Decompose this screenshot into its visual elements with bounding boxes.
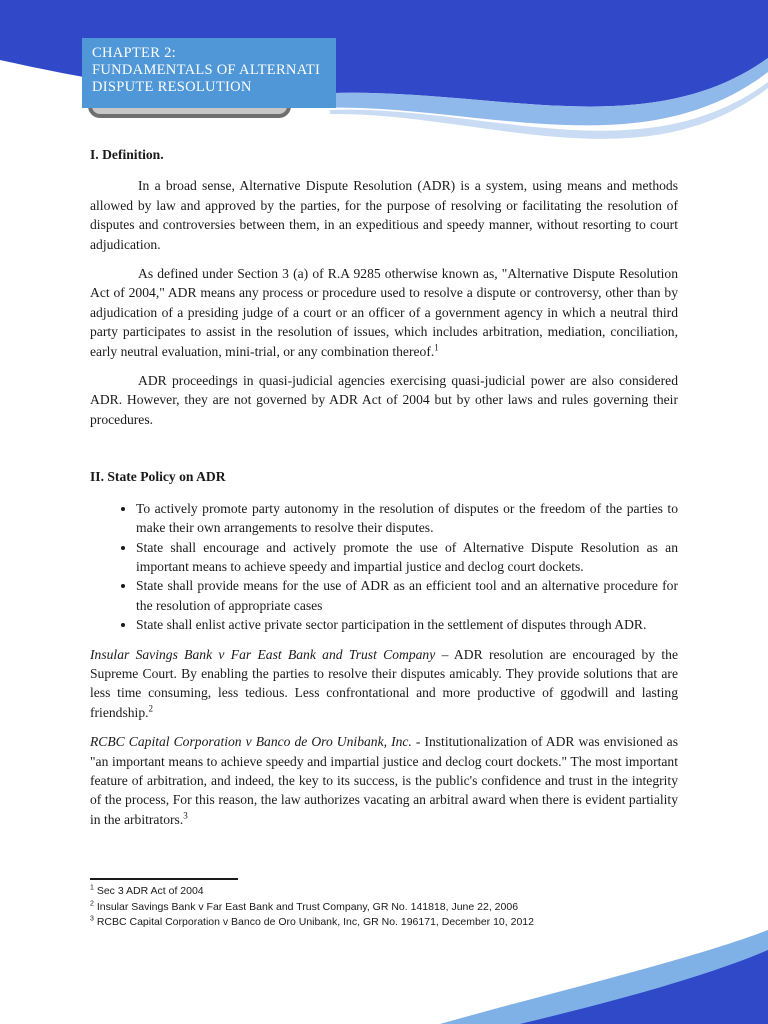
case-text-rcbc: - Institutionalization of ADR was envisioned as "an important means to achieve speedy and impartial justice and declog court dockets." The most important feature of arbitration, and indeed, the key to its success, is the public's confidence and trust in the integrity of the process, For this reason, the law authorizes vacating an arbitral award when there is evident partiality in the arbitrators. xyxy=(90,734,678,827)
case-text-insular: – ADR resolution are encouraged by the Supreme Court. By enabling the parties to resolve their disputes amicably. They provide solutions that are less time consuming, less tedious. Less confrontational and more productive of ggodwill and lasting friendship. xyxy=(90,646,678,720)
footnote-number: 1 xyxy=(90,884,94,892)
definition-paragraph-3: ADR proceedings in quasi-judicial agencies exercising quasi-judicial power are also considered ADR. However, they are not governed by ADR Act of 2004 but by other laws and rules governing their procedures. xyxy=(90,373,678,427)
footnote-divider xyxy=(90,878,238,880)
footnote-number: 3 xyxy=(90,915,94,923)
list-item: • To actively promote party autonomy in the resolution of disputes or the freedom of the parties to make their own arrangements to resolve their disputes. xyxy=(136,499,678,538)
case-title-insular: Insular Savings Bank v Far East Bank and Trust Company xyxy=(90,646,436,662)
footnote-text: RCBC Capital Corporation v Banco de Oro Unibank, Inc, GR No. 196171, December 10, 2012 xyxy=(93,916,534,928)
footnote-3 xyxy=(90,915,690,931)
chapter-title-line1: FUNDAMENTALS OF ALTERNATI xyxy=(92,62,321,78)
state-policy-list xyxy=(90,499,678,635)
section-heading-definition: I. Definition. xyxy=(90,147,164,162)
footnotes xyxy=(90,884,690,931)
footnote-text: Insular Savings Bank v Far East Bank and Trust Company, GR No. 141818, June 22, 2006 xyxy=(93,900,519,913)
section-heading-state-policy: II. State Policy on ADR xyxy=(90,469,226,485)
list-item: • State shall provide means for the use of ADR as an efficient tool and an alternative procedure for the resolution of appropriate cases xyxy=(136,576,678,615)
footnote-1 xyxy=(90,884,690,900)
list-item: • State shall encourage and actively promote the use of Alternative Dispute Resolution as an important means to achieve speedy and impartial justice and declog court dockets. xyxy=(136,538,678,577)
case-title-rcbc: RCBC Capital Corporation v Banco de Oro Unibank, Inc. xyxy=(90,734,412,750)
footnote-2 xyxy=(90,900,690,916)
footnote-ref-1[interactable]: 1 xyxy=(434,342,439,353)
case-paragraph-rcbc xyxy=(90,732,678,829)
definition-paragraph-2-text: As defined under Section 3 (a) of R.A 9285 otherwise known as, "Alternative Dispute Resolution Act of 2004," ADR means any process or procedure used to resolve a dispute or controversy, other than by adjudication of a presiding judge of a court or an officer of a government agency in which a neutral third party participates to assist in the resolution of issues, which includes arbitration, mediation, conciliation, early neutral evaluation, mini-trial, or any combination thereof. xyxy=(90,266,678,359)
footnote-number: 2 xyxy=(90,900,94,907)
definition-paragraph-2 xyxy=(90,264,678,361)
case-paragraph-insular xyxy=(90,645,678,723)
definition-paragraph-1: In a broad sense, Alternative Dispute Resolution (ADR) is a system, using means and methods allowed by law and approved by the parties, for the purpose of resolving or facilitating the resolution of disputes and controversies between them, in an expeditious and speedy manner, without resorting to court adjudication. xyxy=(90,178,678,252)
list-item: • State shall enlist active private sector participation in the settlement of disputes through ADR. xyxy=(136,615,678,634)
chapter-banner xyxy=(82,38,336,108)
footnote-ref-3[interactable]: 3 xyxy=(183,810,188,821)
footnote-ref-2[interactable]: 2 xyxy=(148,703,154,714)
document-body xyxy=(90,145,678,829)
chapter-number: CHAPTER 2: xyxy=(92,45,176,61)
footnote-text: Sec 3 ADR Act of 2004 xyxy=(93,885,204,897)
chapter-title-line2: DISPUTE RESOLUTION xyxy=(92,79,252,95)
